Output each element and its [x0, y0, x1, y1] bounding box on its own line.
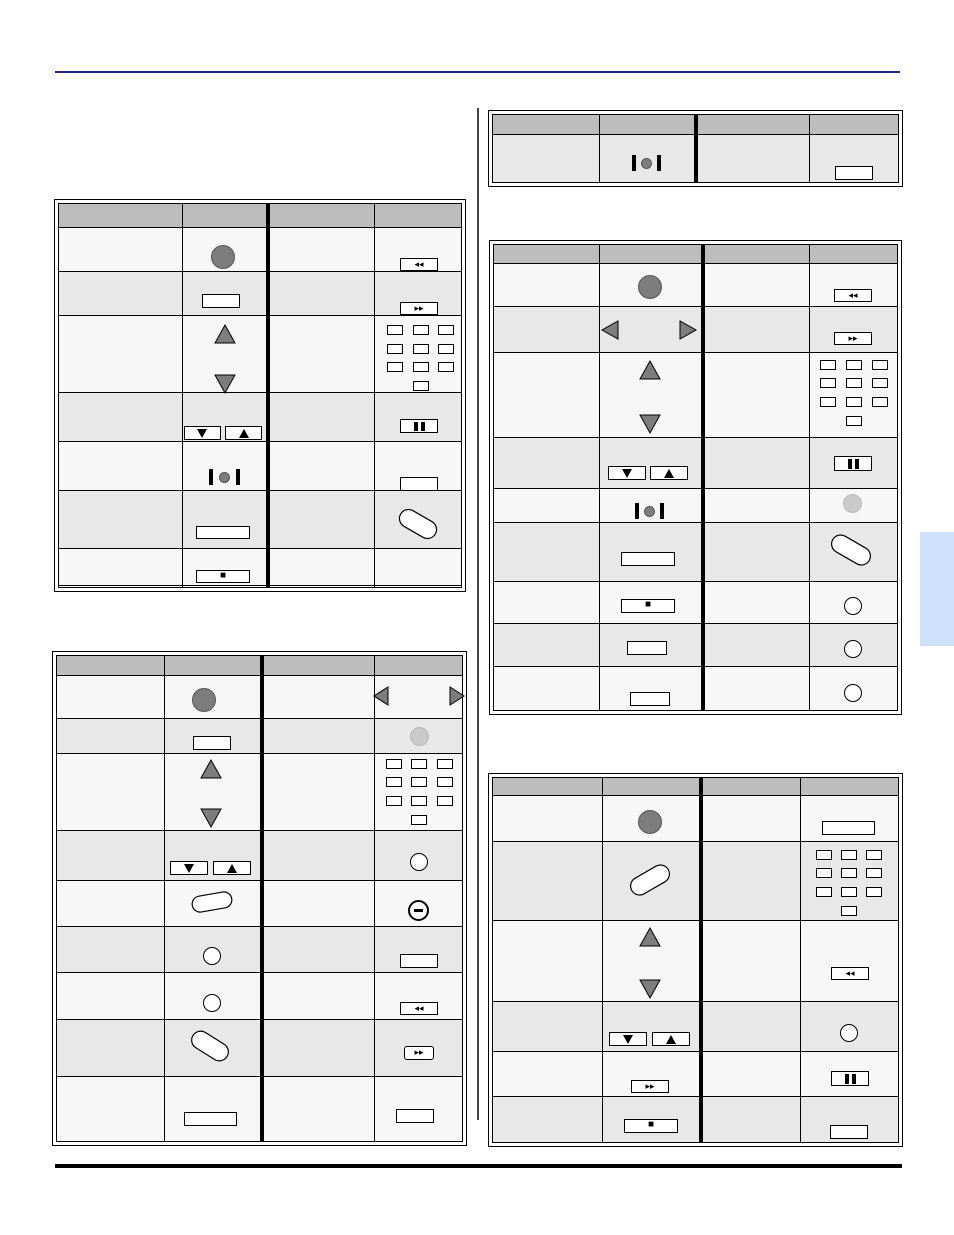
- oval-button-icon: [187, 1028, 233, 1064]
- channel-up-button: [650, 466, 688, 480]
- oval-button-icon: [626, 862, 674, 898]
- column-divider: [477, 108, 479, 1120]
- blank-button: [400, 477, 438, 491]
- rewind-button: ◂◂: [834, 289, 872, 302]
- channel-down-button: [609, 1032, 647, 1046]
- triangle-up-icon: [640, 361, 660, 379]
- channel-down-button: [170, 861, 208, 875]
- forward-button: ▸▸: [631, 1080, 669, 1093]
- triangle-right-icon: [450, 687, 464, 705]
- light-dot-icon: [843, 494, 862, 513]
- triangle-right-icon: [680, 321, 696, 339]
- wide-blank-button: [184, 1112, 237, 1126]
- triangle-left-icon: [374, 687, 388, 705]
- button-table-e: [488, 773, 903, 1147]
- rewind-button: ◂◂: [400, 258, 438, 271]
- triangle-down-icon: [640, 415, 660, 433]
- bottom-rule: [55, 1164, 902, 1168]
- light-dot-icon: [410, 727, 429, 746]
- forward-button: ▸▸: [834, 332, 872, 345]
- triangle-up-icon: [201, 760, 221, 778]
- wide-blank-button: [196, 526, 250, 539]
- rewind-button: ◂◂: [831, 967, 869, 980]
- channel-up-button: [652, 1032, 690, 1046]
- power-icon: [211, 245, 235, 269]
- button-table-b: [52, 651, 467, 1146]
- triangle-up-icon: [640, 928, 660, 946]
- minus-circle-icon: [408, 900, 429, 921]
- rewind-button: ◂◂: [400, 1002, 438, 1015]
- triangle-down-icon: [640, 980, 660, 998]
- circle-button-icon: [844, 597, 862, 615]
- pause-icon: [400, 419, 438, 433]
- channel-up-button: [225, 426, 262, 440]
- oval-button-icon: [827, 532, 875, 568]
- stop-button: ■: [621, 599, 675, 613]
- wide-blank-button: [621, 552, 675, 566]
- oval-button-icon: [189, 888, 235, 918]
- power-icon: [638, 275, 662, 299]
- circle-button-icon: [840, 1024, 858, 1042]
- triangle-up-icon: [215, 325, 235, 343]
- channel-up-button: [213, 861, 251, 875]
- circle-button-icon: [844, 684, 862, 702]
- blank-button: [202, 294, 240, 308]
- button-table-c: [488, 110, 903, 187]
- section-tab: [920, 532, 954, 646]
- power-icon: [192, 688, 216, 712]
- forward-button: ▸▸: [400, 302, 438, 315]
- wide-blank-button: [822, 821, 875, 835]
- blank-button: [830, 1125, 868, 1139]
- blank-button: [396, 1109, 434, 1123]
- blank-button: [193, 736, 231, 750]
- pause-icon: [834, 456, 872, 471]
- circle-button-icon: [203, 994, 221, 1012]
- forward-button: ▸▸: [404, 1046, 434, 1060]
- circle-button-icon: [844, 640, 862, 658]
- channel-down-button: [608, 466, 646, 480]
- power-icon: [638, 810, 662, 834]
- top-rule: [55, 71, 900, 73]
- circle-button-icon: [410, 853, 428, 871]
- blank-button: [400, 954, 438, 968]
- blank-button: [630, 692, 670, 706]
- triangle-left-icon: [602, 321, 618, 339]
- stop-button: ■: [196, 570, 250, 583]
- stop-button: ■: [624, 1119, 678, 1133]
- triangle-down-icon: [215, 375, 235, 393]
- circle-button-icon: [203, 947, 221, 965]
- button-table-d: [489, 240, 902, 715]
- channel-down-button: [184, 426, 221, 440]
- triangle-down-icon: [201, 809, 221, 827]
- blank-button: [835, 166, 873, 180]
- button-table-a: [54, 199, 466, 592]
- pause-icon: [831, 1071, 869, 1086]
- oval-button-icon: [395, 506, 441, 542]
- blank-button: [627, 641, 667, 655]
